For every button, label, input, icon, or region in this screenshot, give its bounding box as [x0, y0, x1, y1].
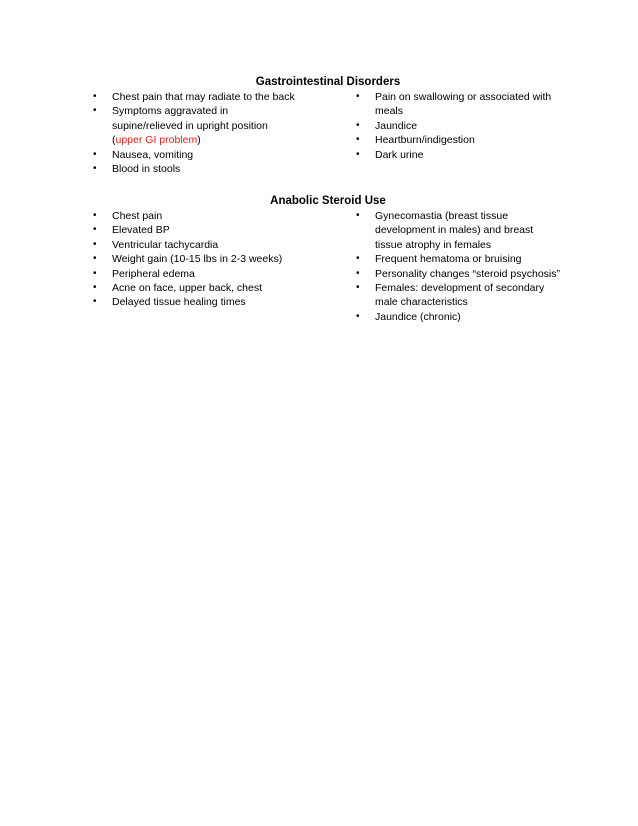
- list-item-text: Peripheral edema: [112, 267, 195, 280]
- highlighted-text: upper GI problem: [115, 134, 198, 147]
- bullet-icon: •: [356, 267, 360, 279]
- list-item: [88, 281, 318, 295]
- list-item: [351, 310, 571, 324]
- list-item-text: Pain on swallowing or associated with: [375, 91, 552, 103]
- list-item-text: Jaundice (chronic): [375, 310, 461, 323]
- list-item-text: Jaundice: [375, 119, 418, 132]
- list-item: [351, 90, 571, 119]
- bullet-icon: •: [93, 253, 97, 265]
- bullet-icon: •: [93, 238, 97, 250]
- list-item: [88, 90, 318, 104]
- list-item-text: Heartburn/indigestion: [375, 134, 475, 147]
- list-item-text: tissue atrophy in females: [375, 238, 492, 251]
- bullet-icon: •: [93, 105, 97, 117]
- bullet-icon: •: [93, 148, 97, 160]
- bullet-icon: •: [356, 119, 360, 131]
- bullet-icon: •: [356, 253, 360, 265]
- bullet-icon: •: [93, 163, 97, 175]
- list-item: [88, 104, 318, 147]
- list-item-text: Dark urine: [375, 148, 424, 161]
- bullet-icon: •: [93, 210, 97, 221]
- list-item: [351, 209, 571, 252]
- list-item: [351, 133, 571, 147]
- list-item-text: Gynecomastia (breast tissue: [375, 210, 509, 222]
- list-item: [351, 119, 571, 133]
- section-title: Anabolic Steroid Use: [270, 195, 386, 207]
- list-item-text: Chest pain: [112, 210, 163, 222]
- list-item: [351, 252, 571, 266]
- bullet-icon: •: [356, 134, 360, 146]
- bullet-icon: •: [356, 310, 360, 322]
- section-title: Gastrointestinal Disorders: [255, 76, 401, 88]
- left-bullet-list: [88, 90, 318, 176]
- list-item-text: meals: [375, 105, 404, 118]
- list-item-text: Ventricular tachycardia: [112, 238, 219, 251]
- list-item-text: male characteristics: [375, 296, 468, 309]
- list-item-text: Females: development of secondary: [375, 282, 545, 295]
- bullet-icon: •: [93, 224, 97, 236]
- bullet-icon: •: [93, 91, 97, 102]
- list-item: [88, 295, 318, 309]
- bullet-icon: •: [356, 210, 360, 221]
- list-item: [88, 238, 318, 252]
- bullet-icon: •: [93, 296, 97, 308]
- list-item-text: Chest pain that may radiate to the back: [112, 91, 295, 103]
- paren-close: ): [197, 134, 201, 147]
- bullet-icon: •: [356, 91, 360, 102]
- list-item-text: Blood in stools: [112, 163, 181, 176]
- list-item-text: Delayed tissue healing times: [112, 296, 246, 309]
- section-anabolic-steroid-use: [88, 194, 568, 323]
- list-item-text: Symptoms aggravated in: [112, 105, 229, 118]
- left-bullet-list: [88, 209, 318, 310]
- list-item: [88, 252, 318, 266]
- paren-open: (: [112, 134, 116, 147]
- list-item-text: Personality changes “steroid psychosis”: [375, 267, 561, 280]
- list-item: [351, 267, 571, 281]
- list-item: [88, 148, 318, 162]
- bullet-icon: •: [93, 282, 97, 294]
- list-item-text: development in males) and breast: [375, 224, 534, 237]
- bullet-icon: •: [93, 267, 97, 279]
- bullet-icon: •: [356, 282, 360, 294]
- list-item: [88, 209, 318, 223]
- list-item: [351, 148, 571, 162]
- list-item-text: supine/relieved in upright position: [112, 119, 268, 132]
- list-item: [351, 281, 571, 310]
- list-item-text: Frequent hematoma or bruising: [375, 253, 522, 266]
- bullet-icon: •: [356, 148, 360, 160]
- list-item-text: Acne on face, upper back, chest: [112, 282, 263, 295]
- right-bullet-list: [351, 209, 571, 324]
- list-item-text: Elevated BP: [112, 224, 170, 237]
- list-item-text: Nausea, vomiting: [112, 148, 194, 161]
- list-item: [88, 267, 318, 281]
- list-item: [88, 223, 318, 237]
- list-item: [88, 162, 318, 176]
- list-item-text: Weight gain (10-15 lbs in 2-3 weeks): [112, 253, 283, 266]
- right-bullet-list: [351, 90, 571, 162]
- section-gastrointestinal-disorders: [88, 75, 568, 176]
